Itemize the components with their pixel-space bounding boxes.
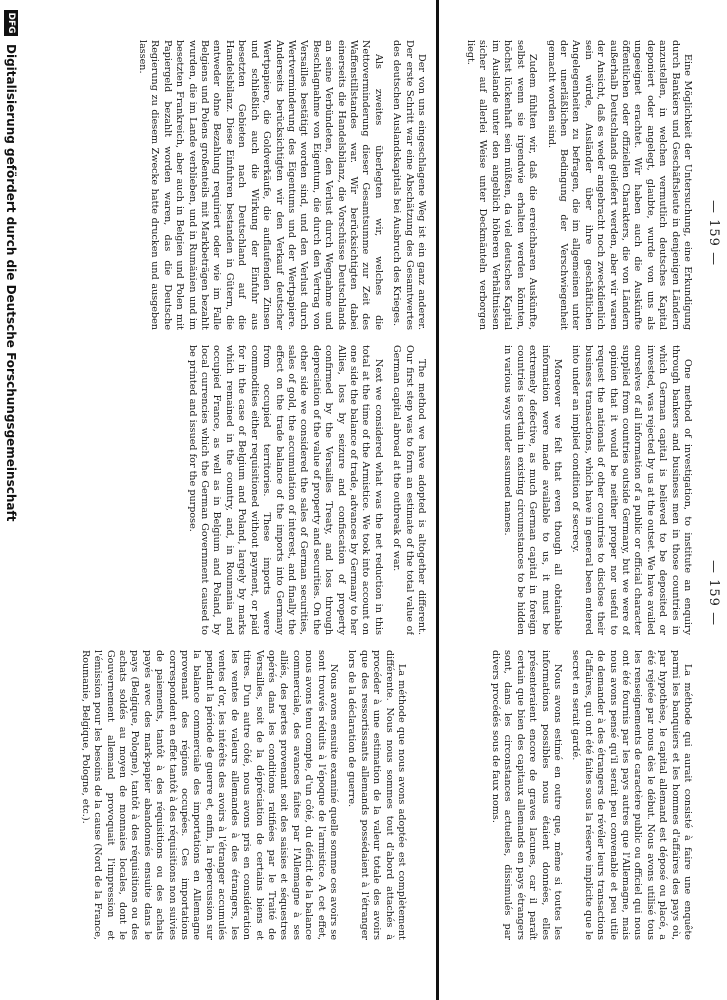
german-paragraph-2: Zudem fühlten wir, daß die erreichbaren Auskünfte, selbst wenn sie irgendwie erhalten werden könnten, höchst lückenhaft sein müßten, da viel deutsches Kapital im Auslande unter den angeblich höheren Verhältnissen sicher auf allerlei Weise unter Deckmänteln verborgen liegt. (465, 40, 539, 330)
german-paragraph-4: Als zweites überlegten wir, welches die Nettoverminderung dieser Gesamtsumme zur Zeit des Waffenstillstandes war. Wir berücksichtigten dabei einerseits die Handelsbilanz, die Vorschüsse Deutschlands an seine Verbündeten, den Verlust durch Wegnahme und Beschlagnahme von Eigentum, die durch den Vertrag von Versailles bestätigt worden sind, und den Verlust durch Wertverminderung des Eigentums und der Wertpapiere. Anderseits berücksichtigten wir den Verkauf deutscher Wertpapiere, die Goldverkäufe, die auflaufenden Zinsen und schließlich auch die Wirkung der Einfuhr aus besetzten Gebieten nach Deutschland auf die Handelsbilanz. Diese Einfuhren bestanden in Gütern, die entweder ohne Bezahlung requiriert oder wie im Falle Belgiens und Polens großenteils mit Markbeträgen bezahlt wurden, die im Lande verblieben, und in Rumänien und im besetzten Frankreich, aber auch in Belgien und Polen mit Papiergeld bezahlt worden waren, das die Deutsche Regierung zu diesem Zwecke hatte drucken und ausgeben lassen. (137, 40, 384, 330)
page-number-left: — 159 — (706, 200, 721, 267)
french-column-bottom (27, 650, 407, 940)
german-column-bottom (27, 40, 427, 330)
french-paragraph-4: Nous avons ensuite examiné quelle somme ces avoirs se sont trouvés réduits à l'époque de l'armistice. A cet effet, nous avons tenu compte, d'un côté, du déficit de la balance commerciale, des avances faites par l'Allemagne à ses alliés, des pertes provenant soit des saisies et séquestres opérés dans les conditions ratifiées par le Traité de Versailles, soit de la dépréciation de certains biens et titres. D'un autre côté, nous avons pris en considération les ventes de valeurs allemandes à des étrangers, les ventes d'or, les intérêts des avoirs à l'étranger accumulés pendant la période de guerre et, enfin, la répercussion sur la balance commerciale des importations en Allemagne provenant des régions occupées. Ces importations correspondent en effet tantôt à des réquisitions non suivies de paiements, tantôt à des réquisitions ou des achats payés avec des mark-papier abandonnés ensuite dans le pays (Belgique, Pologne), tantôt à des réquisitions ou des achats soldés au moyen de monnaies locales, dont le Gouvernement allemand provoquait l'impression et l'émission pour les besoins de la cause (Nord de la France, Roumanie, Belgique, Pologne, etc.). (79, 650, 339, 940)
french-paragraph-1: La méthode qui aurait consisté à faire une enquête parmi les banquiers et les hommes d'affaires des pays où, par hypothèse, le capital allemand est déposé ou placé, a été rejetée par nous dès le début. Nous avons utilisé tous les renseignements de caractère public ou officiel qui nous ont été fournis par les pays autres que l'Allemagne, mais nous avons pensé qu'il serait peu convenable et peu utile de demander à des étrangers de révéler leurs transactions d'affaires, qui ont été faites sous la réserve implicite que le secret en serait gardé. (570, 650, 693, 940)
english-paragraph-4: Next we considered what was the net reduction in this total at the time of the Armistice. We took into account on one side the balance of trade, advances by Germany to her Allies, loss by seizure and confiscation of property confirmed by the Versailles Treaty, and loss through depreciation of the value of property and securities. On the other side we considered the sales of German securities, sales of gold, the accumulation of interest, and finally the effect on the trade balance of the imports into Germany from occupied territories. These imports were commodities either requisitioned without payment, or paid for in the case of Belgium and Poland, largely by marks which remained in the country, and, in Roumania and occupied France, as well as in Belgium and Poland, by local currencies which the German Government caused to be printed and issued for the purpose. (186, 345, 384, 635)
english-column-top (448, 345, 693, 635)
english-paragraph-1: One method of investigation, to institute an enquiry through bankers and business men in those countries in which German capital is believed to be deposited or invested, was rejected by us at the outset. We have availed ourselves of all information of a public or official character supplied from countries outside Germany, but we were of opinion that it would be neither proper nor useful to request the nationals of other countries to disclose their business transactions, which have in general been entered into under an implied condition of secrecy. (570, 345, 693, 635)
english-paragraph-2: Moreover we felt that even though all obtainable information were made available to us, it must be extremely defective, as much German capital in foreign countries is certain in existing circumstances to be hidden in various ways under assumed names. (502, 345, 563, 635)
english-column-bottom (27, 345, 427, 635)
digitization-credit (3, 10, 19, 990)
dfg-logo-icon: DFG (4, 10, 18, 36)
french-paragraph-3: La méthode que nous avons adoptée est complètement différente. Nous nous sommes tout d'abord attachés à procéder à une estimation de la valeur totale des avoirs que des ressortissants allemands possédaient à l'étranger lors de la déclaration de guerre. (346, 650, 407, 940)
german-paragraph-1: Eine Möglichkeit der Untersuchung, eine Erkundigung durch Bankiers und Geschäftsleute in denjenigen Ländern anzustellen, in welchen vermutlich deutsches Kapital deponiert oder angelegt, glaubte, wurde von uns als ungeeignet erachtet. Wir haben auch die Auskünfte öffentlichen oder offiziellen Charakters, die von Ländern außerhalb Deutschlands geliefert werden, aber wir waren der Ansicht, daß es weder angebracht noch zweckdienlich sein würde, Ausländer über ihre geschäftlichen Angelegenheiten zu befragen, die im allgemeinen unter der unerläßlichen Bedingung der Verschwiegenheit gemacht worden sind. (545, 40, 693, 330)
french-column-top (423, 650, 693, 940)
french-paragraph-2: Nous avons estimé en outre que, même si toutes les informations possibles nous étaient données, elles présenteraient encore de graves lacunes, car il paraît certain que bien des capitaux allemands en pays étrangers sont, dans les circonstances actuelles, dissimulés par divers procédés sous de faux noms. (489, 650, 563, 940)
digitization-credit-text: Digitalisierung gefördert durch die Deutsche Forschungsgemeinschaft (4, 44, 18, 522)
german-paragraph-3: Der von uns eingeschlagene Weg ist ein ganz anderer. Der erste Schritt war eine Abschätzung des Gesamtwertes des deutschen Auslandskapitals bei Ausbruch des Krieges. (391, 40, 427, 330)
english-paragraph-3: The method we have adopted is altogether different. Our first step was to form an estimate of the total value of German capital abroad at the outbreak of war. (391, 345, 427, 635)
german-column-top (448, 40, 693, 330)
page-fold-line (436, 0, 439, 1000)
page-number-right: — 159 — (706, 560, 721, 627)
